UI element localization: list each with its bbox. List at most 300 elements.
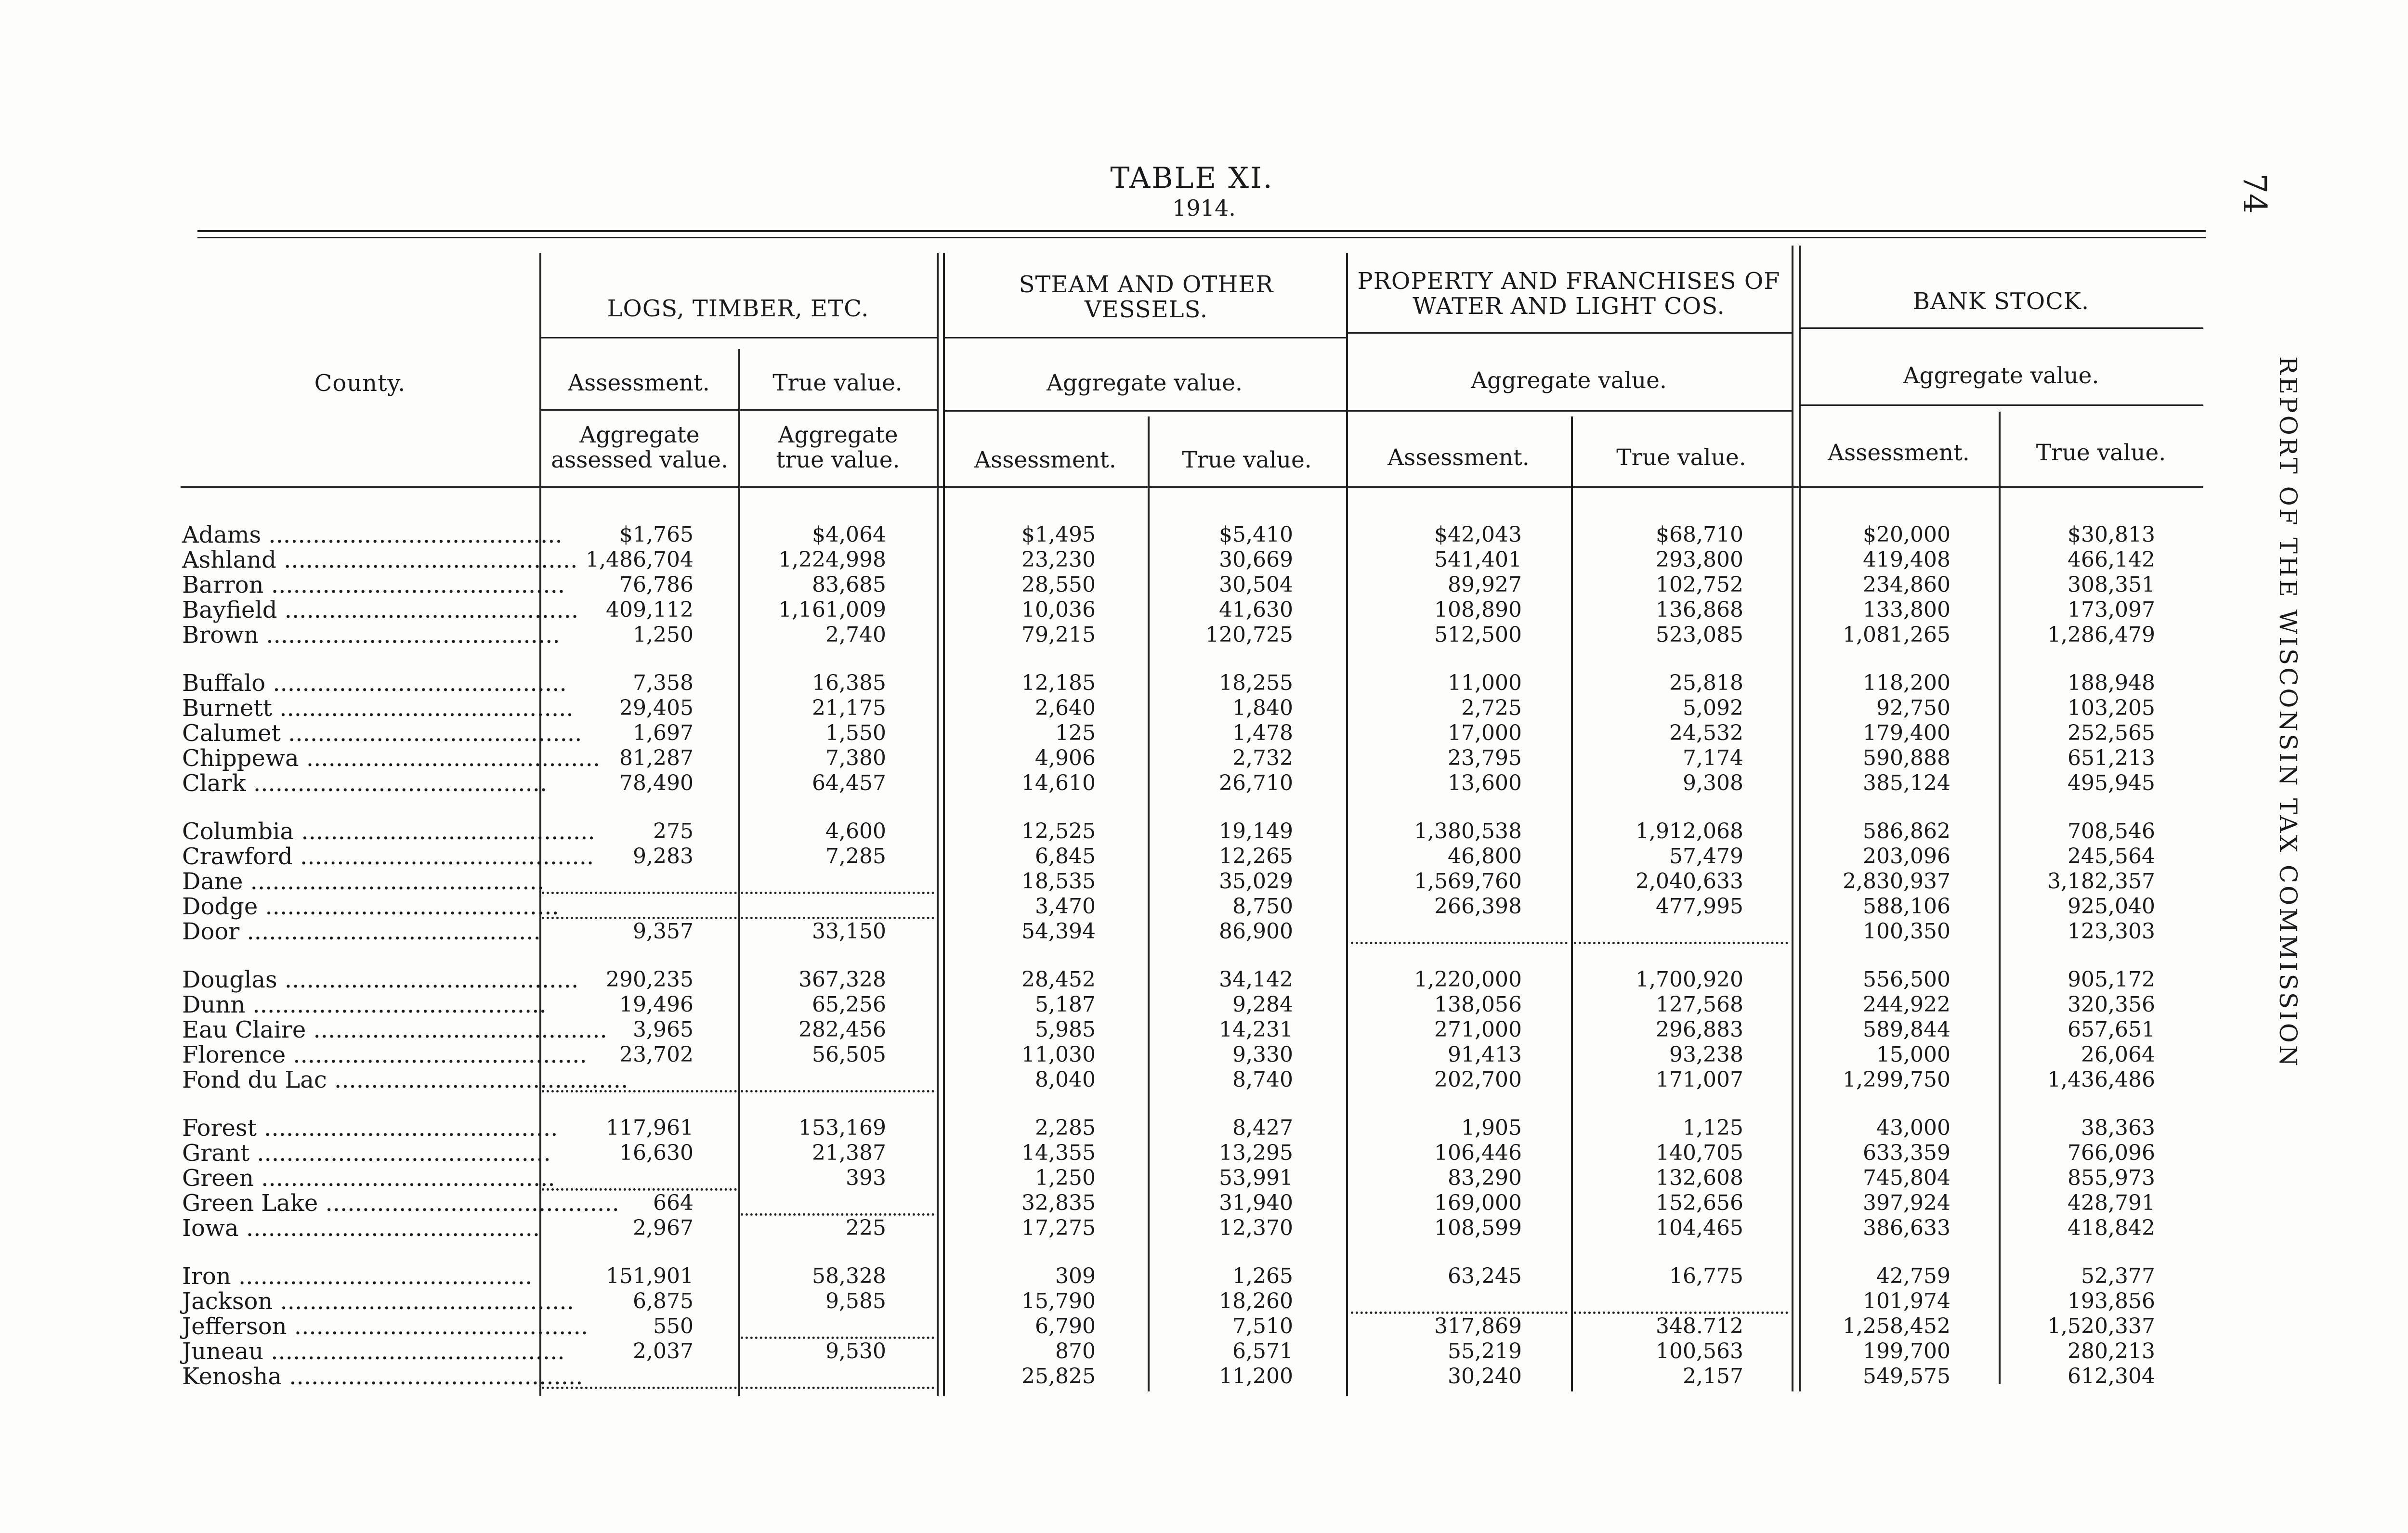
value-cell: 252,565 bbox=[2068, 721, 2155, 745]
steam-title-rule bbox=[943, 337, 1346, 338]
value-cell: 1,486,704 bbox=[586, 547, 694, 572]
value-cell: 12,525 bbox=[1021, 819, 1096, 844]
county-name: Fond du Lac ........................................ bbox=[182, 1066, 628, 1093]
value-cell: 275 bbox=[653, 819, 694, 844]
value-cell: 1,520,337 bbox=[2047, 1314, 2155, 1338]
value-cell: 386,633 bbox=[1863, 1216, 1950, 1240]
value-cell: 54,394 bbox=[1021, 919, 1096, 944]
value-cell: 664 bbox=[653, 1191, 694, 1215]
county-name: Bayfield ........................................ bbox=[182, 597, 579, 624]
table-row bbox=[0, 1289, 2408, 1314]
steam-assessment-header: Assessment. bbox=[974, 447, 1116, 473]
empty-cell-leader bbox=[741, 1191, 934, 1216]
logs-aggregate-true-header: Aggregate true value. bbox=[776, 422, 900, 473]
value-cell: 12,185 bbox=[1021, 671, 1096, 695]
logs-title-rule bbox=[539, 337, 937, 338]
value-cell: 1,250 bbox=[1035, 1166, 1096, 1190]
county-name: Green ........................................ bbox=[182, 1165, 555, 1192]
value-cell: 1,220,000 bbox=[1414, 967, 1522, 992]
bank-assessment-header: Assessment. bbox=[1828, 440, 1970, 466]
value-cell: 56,505 bbox=[812, 1042, 886, 1067]
empty-cell-leader bbox=[1351, 919, 1568, 944]
empty-cell-leader bbox=[1574, 1289, 1788, 1314]
value-cell: 153,169 bbox=[798, 1116, 886, 1140]
value-cell: $30,813 bbox=[2068, 522, 2155, 547]
table-row bbox=[0, 967, 2408, 992]
value-cell: 78,490 bbox=[619, 771, 694, 795]
value-cell: 100,350 bbox=[1863, 919, 1950, 944]
table-row bbox=[0, 547, 2408, 572]
value-cell: 4,600 bbox=[825, 819, 886, 844]
value-cell: 30,240 bbox=[1448, 1364, 1522, 1389]
value-cell: $20,000 bbox=[1863, 522, 1950, 547]
value-cell: 41,630 bbox=[1219, 598, 1293, 622]
value-cell: 745,804 bbox=[1863, 1166, 1950, 1190]
table-row bbox=[0, 1216, 2408, 1241]
county-name: Brown ........................................ bbox=[182, 622, 560, 649]
empty-cell-leader bbox=[542, 1364, 737, 1389]
value-cell: 13,600 bbox=[1448, 771, 1522, 795]
value-cell: 1,550 bbox=[825, 721, 886, 745]
value-cell: 549,575 bbox=[1863, 1364, 1950, 1389]
county-name: Dodge ........................................ bbox=[182, 893, 559, 920]
value-cell: 905,172 bbox=[2068, 967, 2155, 992]
value-cell: 28,452 bbox=[1021, 967, 1096, 992]
value-cell: 4,906 bbox=[1035, 746, 1096, 770]
value-cell: 92,750 bbox=[1876, 696, 1950, 720]
value-cell: 8,427 bbox=[1232, 1116, 1293, 1140]
value-cell: 2,037 bbox=[633, 1339, 694, 1364]
value-cell: 136,868 bbox=[1656, 598, 1743, 622]
bank-true-value-header: True value. bbox=[2036, 440, 2166, 466]
value-cell: $1,765 bbox=[619, 522, 694, 547]
county-name: Douglas ........................................ bbox=[182, 966, 579, 993]
value-cell: 79,215 bbox=[1021, 623, 1096, 647]
value-cell: 21,387 bbox=[812, 1141, 886, 1165]
steam-true-value-header: True value. bbox=[1182, 447, 1312, 473]
value-cell: 1,478 bbox=[1232, 721, 1293, 745]
value-cell: 589,844 bbox=[1863, 1017, 1950, 1042]
value-cell: 6,571 bbox=[1232, 1339, 1293, 1364]
value-cell: 2,157 bbox=[1683, 1364, 1743, 1389]
county-name: Buffalo ........................................ bbox=[182, 670, 567, 697]
value-cell: 19,496 bbox=[619, 992, 694, 1017]
value-cell: 106,446 bbox=[1434, 1141, 1522, 1165]
value-cell: 2,967 bbox=[633, 1216, 694, 1240]
value-cell: 7,285 bbox=[825, 844, 886, 869]
county-name: Iowa ........................................ bbox=[182, 1215, 540, 1242]
value-cell: 8,740 bbox=[1232, 1067, 1293, 1092]
table-row bbox=[0, 992, 2408, 1017]
value-cell: 117,961 bbox=[606, 1116, 694, 1140]
table-row bbox=[0, 771, 2408, 796]
value-cell: 1,286,479 bbox=[2047, 623, 2155, 647]
value-cell: 495,945 bbox=[2068, 771, 2155, 795]
value-cell: 32,835 bbox=[1021, 1191, 1096, 1215]
value-cell: 169,000 bbox=[1434, 1191, 1522, 1215]
value-cell: 418,842 bbox=[2068, 1216, 2155, 1240]
value-cell: 18,255 bbox=[1219, 671, 1293, 695]
value-cell: $68,710 bbox=[1656, 522, 1743, 547]
value-cell: 125 bbox=[1055, 721, 1096, 745]
value-cell: 512,500 bbox=[1434, 623, 1522, 647]
county-name: Forest ........................................ bbox=[182, 1115, 558, 1142]
value-cell: 590,888 bbox=[1863, 746, 1950, 770]
value-cell: 925,040 bbox=[2068, 894, 2155, 919]
value-cell: 21,175 bbox=[812, 696, 886, 720]
value-cell: 9,308 bbox=[1683, 771, 1743, 795]
value-cell: 2,740 bbox=[825, 623, 886, 647]
value-cell: 26,710 bbox=[1219, 771, 1293, 795]
value-cell: 38,363 bbox=[2081, 1116, 2155, 1140]
value-cell: 296,883 bbox=[1656, 1017, 1743, 1042]
value-cell: 3,182,357 bbox=[2047, 869, 2155, 894]
county-name: Burnett ........................................ bbox=[182, 695, 574, 722]
value-cell: 6,875 bbox=[633, 1289, 694, 1313]
value-cell: 101,974 bbox=[1863, 1289, 1950, 1313]
value-cell: 17,275 bbox=[1021, 1216, 1096, 1240]
value-cell: 16,630 bbox=[619, 1141, 694, 1165]
value-cell: 11,000 bbox=[1448, 671, 1522, 695]
value-cell: 5,187 bbox=[1035, 992, 1096, 1017]
table-row bbox=[0, 1067, 2408, 1092]
value-cell: 17,000 bbox=[1448, 721, 1522, 745]
county-name: Adams ........................................ bbox=[182, 521, 563, 548]
value-cell: 1,912,068 bbox=[1636, 819, 1743, 844]
value-cell: 477,995 bbox=[1656, 894, 1743, 919]
value-cell: 13,295 bbox=[1219, 1141, 1293, 1165]
bank-aggregate-header: Aggregate value. bbox=[1903, 363, 2099, 389]
logs-aggregate-assessed-header: Aggregate assessed value. bbox=[551, 422, 728, 473]
logs-assessment-header: Assessment. bbox=[568, 370, 710, 396]
table-row bbox=[0, 1042, 2408, 1067]
logs-true-value-header: True value. bbox=[772, 370, 903, 396]
value-cell: 393 bbox=[846, 1166, 886, 1190]
value-cell: 9,283 bbox=[633, 844, 694, 869]
value-cell: 63,245 bbox=[1448, 1264, 1522, 1288]
table-row bbox=[0, 572, 2408, 598]
value-cell: 409,112 bbox=[606, 598, 694, 622]
county-name: Green Lake ........................................ bbox=[182, 1190, 619, 1217]
value-cell: 9,585 bbox=[825, 1289, 886, 1313]
county-name: Jefferson ........................................ bbox=[182, 1313, 589, 1340]
value-cell: 308,351 bbox=[2068, 572, 2155, 597]
value-cell: 25,825 bbox=[1021, 1364, 1096, 1389]
value-cell: 1,700,920 bbox=[1636, 967, 1743, 992]
table-row bbox=[0, 1264, 2408, 1289]
value-cell: 52,377 bbox=[2081, 1264, 2155, 1288]
value-cell: 708,546 bbox=[2068, 819, 2155, 844]
value-cell: 138,056 bbox=[1434, 992, 1522, 1017]
top-rule-second bbox=[197, 237, 2206, 238]
empty-cell-leader bbox=[542, 894, 737, 919]
county-header: County. bbox=[314, 370, 406, 397]
value-cell: 16,385 bbox=[812, 671, 886, 695]
county-name: Crawford ........................................ bbox=[182, 843, 594, 870]
value-cell: 103,205 bbox=[2068, 696, 2155, 720]
property-true-value-header: True value. bbox=[1616, 444, 1746, 471]
value-cell: 23,702 bbox=[619, 1042, 694, 1067]
value-cell: 3,965 bbox=[633, 1017, 694, 1042]
value-cell: 2,285 bbox=[1035, 1116, 1096, 1140]
value-cell: 6,790 bbox=[1035, 1314, 1096, 1338]
value-cell: 26,064 bbox=[2081, 1042, 2155, 1067]
value-cell: $4,064 bbox=[812, 522, 886, 547]
value-cell: 1,436,486 bbox=[2047, 1067, 2155, 1092]
value-cell: 188,948 bbox=[2068, 671, 2155, 695]
value-cell: 2,830,937 bbox=[1843, 869, 1950, 894]
empty-cell-leader bbox=[741, 894, 934, 919]
value-cell: 30,504 bbox=[1219, 572, 1293, 597]
value-cell: 234,860 bbox=[1863, 572, 1950, 597]
value-cell: 855,973 bbox=[2068, 1166, 2155, 1190]
property-agg-rule bbox=[1346, 410, 1792, 412]
value-cell: 83,685 bbox=[812, 572, 886, 597]
county-name: Ashland ........................................ bbox=[182, 546, 578, 573]
value-cell: 766,096 bbox=[2068, 1141, 2155, 1165]
table-row bbox=[0, 623, 2408, 648]
value-cell: 29,405 bbox=[619, 696, 694, 720]
value-cell: 30,669 bbox=[1219, 547, 1293, 572]
value-cell: 9,530 bbox=[825, 1339, 886, 1364]
value-cell: 14,231 bbox=[1219, 1017, 1293, 1042]
table-row bbox=[0, 746, 2408, 771]
value-cell: 14,610 bbox=[1021, 771, 1096, 795]
value-cell: 199,700 bbox=[1863, 1339, 1950, 1364]
county-name: Barron ........................................ bbox=[182, 572, 565, 598]
value-cell: 309 bbox=[1055, 1264, 1096, 1288]
value-cell: 53,991 bbox=[1219, 1166, 1293, 1190]
table-title: TABLE XI. bbox=[1110, 161, 1274, 195]
value-cell: 1,840 bbox=[1232, 696, 1293, 720]
value-cell: 179,400 bbox=[1863, 721, 1950, 745]
steam-aggregate-header: Aggregate value. bbox=[1047, 370, 1243, 396]
value-cell: 193,856 bbox=[2068, 1289, 2155, 1313]
value-cell: 16,775 bbox=[1669, 1264, 1743, 1288]
value-cell: 23,795 bbox=[1448, 746, 1522, 770]
county-name: Dunn ........................................ bbox=[182, 991, 547, 1018]
value-cell: 46,800 bbox=[1448, 844, 1522, 869]
running-header: REPORT OF THE WISCONSIN TAX COMMISSION bbox=[2274, 356, 2302, 1069]
value-cell: 10,036 bbox=[1021, 598, 1096, 622]
empty-cell-leader bbox=[542, 869, 737, 894]
value-cell: 367,328 bbox=[798, 967, 886, 992]
county-name: Chippewa ........................................ bbox=[182, 745, 601, 772]
value-cell: 151,901 bbox=[606, 1264, 694, 1288]
value-cell: 1,125 bbox=[1683, 1116, 1743, 1140]
value-cell: $5,410 bbox=[1219, 522, 1293, 547]
county-name: Jackson ........................................ bbox=[182, 1288, 574, 1315]
empty-cell-leader bbox=[1351, 1289, 1568, 1314]
value-cell: 1,380,538 bbox=[1414, 819, 1522, 844]
value-cell: 2,725 bbox=[1461, 696, 1522, 720]
value-cell: 3,470 bbox=[1035, 894, 1096, 919]
empty-cell-leader bbox=[741, 1364, 934, 1389]
county-name: Juneau ........................................ bbox=[182, 1338, 565, 1365]
value-cell: 65,256 bbox=[812, 992, 886, 1017]
property-aggregate-header: Aggregate value. bbox=[1471, 367, 1667, 394]
table-row bbox=[0, 696, 2408, 721]
value-cell: 5,985 bbox=[1035, 1017, 1096, 1042]
table-row bbox=[0, 1191, 2408, 1216]
county-name: Door ........................................ bbox=[182, 918, 541, 945]
county-name: Iron ........................................ bbox=[182, 1263, 533, 1290]
table-row bbox=[0, 1364, 2408, 1389]
water-light-header: PROPERTY AND FRANCHISES OF WATER AND LIGHT COS. bbox=[1357, 268, 1780, 320]
value-cell: 870 bbox=[1055, 1339, 1096, 1364]
bank-stock-header: BANK STOCK. bbox=[1912, 288, 2090, 315]
value-cell: 57,479 bbox=[1669, 844, 1743, 869]
value-cell: 81,287 bbox=[619, 746, 694, 770]
value-cell: 108,599 bbox=[1434, 1216, 1522, 1240]
value-cell: 133,800 bbox=[1863, 598, 1950, 622]
value-cell: 1,569,760 bbox=[1414, 869, 1522, 894]
value-cell: $42,043 bbox=[1434, 522, 1522, 547]
value-cell: 171,007 bbox=[1656, 1067, 1743, 1092]
table-row bbox=[0, 671, 2408, 696]
table-row bbox=[0, 869, 2408, 894]
value-cell: 1,161,009 bbox=[778, 598, 886, 622]
table-row bbox=[0, 1116, 2408, 1141]
value-cell: 1,697 bbox=[633, 721, 694, 745]
empty-cell-leader bbox=[542, 1166, 737, 1191]
value-cell: 320,356 bbox=[2068, 992, 2155, 1017]
table-row bbox=[0, 894, 2408, 919]
table-row bbox=[0, 522, 2408, 547]
value-cell: 2,040,633 bbox=[1636, 869, 1743, 894]
table-row bbox=[0, 598, 2408, 623]
value-cell: 12,370 bbox=[1219, 1216, 1293, 1240]
top-rule bbox=[197, 230, 2206, 232]
value-cell: 89,927 bbox=[1448, 572, 1522, 597]
value-cell: $1,495 bbox=[1021, 522, 1096, 547]
value-cell: 15,790 bbox=[1021, 1289, 1096, 1313]
header-bottom-rule bbox=[181, 486, 2203, 488]
value-cell: 1,250 bbox=[633, 623, 694, 647]
county-name: Columbia ........................................ bbox=[182, 818, 595, 845]
value-cell: 14,355 bbox=[1021, 1141, 1096, 1165]
value-cell: 9,284 bbox=[1232, 992, 1293, 1017]
value-cell: 266,398 bbox=[1434, 894, 1522, 919]
value-cell: 15,000 bbox=[1876, 1042, 1950, 1067]
value-cell: 58,328 bbox=[812, 1264, 886, 1288]
value-cell: 466,142 bbox=[2068, 547, 2155, 572]
value-cell: 293,800 bbox=[1656, 547, 1743, 572]
value-cell: 34,142 bbox=[1219, 967, 1293, 992]
value-cell: 385,124 bbox=[1863, 771, 1950, 795]
empty-cell-leader bbox=[741, 1067, 934, 1092]
value-cell: 7,358 bbox=[633, 671, 694, 695]
value-cell: 64,457 bbox=[812, 771, 886, 795]
value-cell: 33,150 bbox=[812, 919, 886, 944]
value-cell: 91,413 bbox=[1448, 1042, 1522, 1067]
property-title-rule bbox=[1346, 332, 1792, 334]
value-cell: 140,705 bbox=[1656, 1141, 1743, 1165]
value-cell: 633,359 bbox=[1863, 1141, 1950, 1165]
value-cell: 127,568 bbox=[1656, 992, 1743, 1017]
value-cell: 1,265 bbox=[1232, 1264, 1293, 1288]
value-cell: 76,786 bbox=[619, 572, 694, 597]
bank-title-rule bbox=[1799, 327, 2203, 329]
table-row bbox=[0, 1314, 2408, 1339]
value-cell: 550 bbox=[653, 1314, 694, 1338]
value-cell: 5,092 bbox=[1683, 696, 1743, 720]
value-cell: 31,940 bbox=[1219, 1191, 1293, 1215]
table-row bbox=[0, 1166, 2408, 1191]
value-cell: 657,651 bbox=[2068, 1017, 2155, 1042]
value-cell: 556,500 bbox=[1863, 967, 1950, 992]
value-cell: 11,030 bbox=[1021, 1042, 1096, 1067]
value-cell: 588,106 bbox=[1863, 894, 1950, 919]
empty-cell-leader bbox=[741, 1314, 934, 1339]
value-cell: 586,862 bbox=[1863, 819, 1950, 844]
value-cell: 93,238 bbox=[1669, 1042, 1743, 1067]
value-cell: 1,081,265 bbox=[1843, 623, 1950, 647]
value-cell: 244,922 bbox=[1863, 992, 1950, 1017]
value-cell: 24,532 bbox=[1669, 721, 1743, 745]
logs-timber-header: LOGS, TIMBER, ETC. bbox=[607, 295, 869, 322]
value-cell: 282,456 bbox=[798, 1017, 886, 1042]
value-cell: 290,235 bbox=[606, 967, 694, 992]
value-cell: 55,219 bbox=[1448, 1339, 1522, 1364]
value-cell: 6,845 bbox=[1035, 844, 1096, 869]
value-cell: 1,258,452 bbox=[1843, 1314, 1950, 1338]
value-cell: 225 bbox=[846, 1216, 886, 1240]
table-row bbox=[0, 844, 2408, 869]
value-cell: 12,265 bbox=[1219, 844, 1293, 869]
empty-cell-leader bbox=[741, 869, 934, 894]
value-cell: 651,213 bbox=[2068, 746, 2155, 770]
value-cell: 419,408 bbox=[1863, 547, 1950, 572]
empty-cell-leader bbox=[1574, 919, 1788, 944]
value-cell: 42,759 bbox=[1876, 1264, 1950, 1288]
value-cell: 152,656 bbox=[1656, 1191, 1743, 1215]
value-cell: 86,900 bbox=[1219, 919, 1293, 944]
value-cell: 108,890 bbox=[1434, 598, 1522, 622]
steam-agg-rule bbox=[943, 410, 1346, 412]
value-cell: 541,401 bbox=[1434, 547, 1522, 572]
county-name: Florence ........................................ bbox=[182, 1041, 587, 1068]
value-cell: 348.712 bbox=[1656, 1314, 1743, 1338]
value-cell: 2,640 bbox=[1035, 696, 1096, 720]
value-cell: 25,818 bbox=[1669, 671, 1743, 695]
value-cell: 202,700 bbox=[1434, 1067, 1522, 1092]
value-cell: 104,465 bbox=[1656, 1216, 1743, 1240]
value-cell: 102,752 bbox=[1656, 572, 1743, 597]
value-cell: 317,869 bbox=[1434, 1314, 1522, 1338]
county-name: Dane ........................................ bbox=[182, 868, 544, 895]
value-cell: 8,750 bbox=[1232, 894, 1293, 919]
value-cell: 428,791 bbox=[2068, 1191, 2155, 1215]
value-cell: 100,563 bbox=[1656, 1339, 1743, 1364]
value-cell: 11,200 bbox=[1219, 1364, 1293, 1389]
value-cell: 612,304 bbox=[2068, 1364, 2155, 1389]
value-cell: 523,085 bbox=[1656, 623, 1743, 647]
value-cell: 9,330 bbox=[1232, 1042, 1293, 1067]
table-row bbox=[0, 721, 2408, 746]
value-cell: 1,905 bbox=[1461, 1116, 1522, 1140]
bank-agg-rule bbox=[1799, 404, 2203, 406]
value-cell: 8,040 bbox=[1035, 1067, 1096, 1092]
county-name: Calumet ........................................ bbox=[182, 720, 582, 747]
value-cell: 7,380 bbox=[825, 746, 886, 770]
value-cell: 19,149 bbox=[1219, 819, 1293, 844]
county-name: Clark ........................................ bbox=[182, 770, 548, 797]
value-cell: 43,000 bbox=[1876, 1116, 1950, 1140]
value-cell: 35,029 bbox=[1219, 869, 1293, 894]
value-cell: 18,535 bbox=[1021, 869, 1096, 894]
value-cell: 173,097 bbox=[2068, 598, 2155, 622]
